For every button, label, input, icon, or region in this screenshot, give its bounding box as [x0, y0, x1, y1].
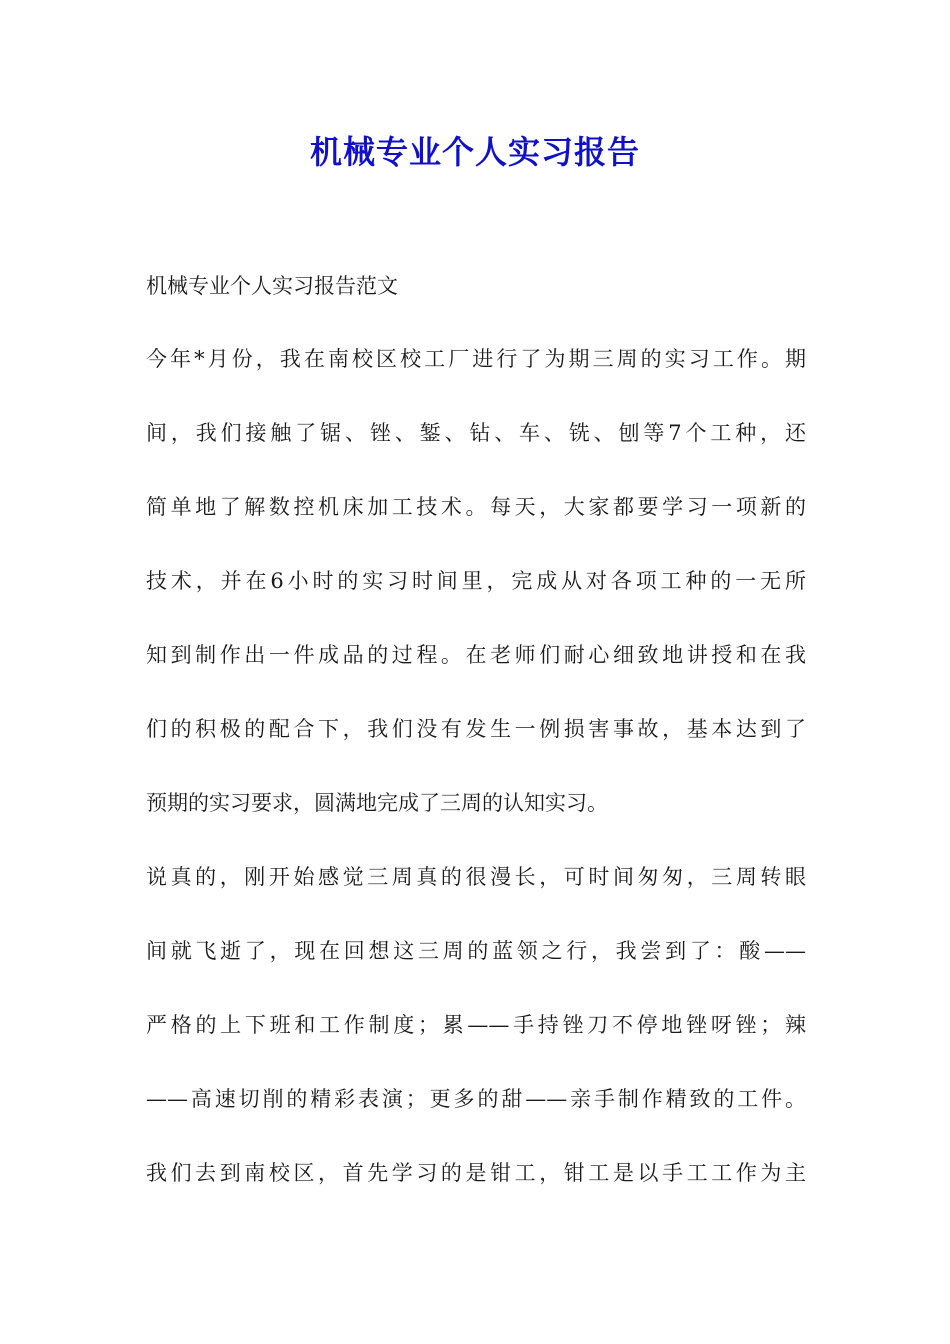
text-line: 间就飞逝了，现在回想这三周的蓝领之行，我尝到了：酸—— [146, 939, 806, 963]
text-line: 今年*月份，我在南校区校工厂进行了为期三周的实习工作。期 [146, 347, 806, 371]
text-line: 简单地了解数控机床加工技术。每天，大家都要学习一项新的 [146, 495, 806, 519]
text-line: ——高速切削的精彩表演；更多的甜——亲手制作精致的工件。 [146, 1087, 806, 1111]
text-line: 间，我们接触了锯、锉、錾、钻、车、铣、刨等7个工种，还 [146, 421, 806, 445]
text-line: 技术，并在6小时的实习时间里，完成从对各项工种的一无所 [146, 569, 806, 593]
text-line: 知到制作出一件成品的过程。在老师们耐心细致地讲授和在我 [146, 643, 806, 667]
text-line: 预期的实习要求，圆满地完成了三周的认知实习。 [146, 791, 608, 815]
document-title: 机械专业个人实习报告 [309, 133, 640, 171]
document-body [146, 341, 806, 1229]
document-subtitle: 机械专业个人实习报告范文 [146, 274, 398, 298]
text-line: 说真的，刚开始感觉三周真的很漫长，可时间匆匆，三周转眼 [146, 865, 806, 889]
text-line: 我们去到南校区，首先学习的是钳工，钳工是以手工工作为主 [146, 1161, 806, 1185]
text-line: 们的积极的配合下，我们没有发生一例损害事故，基本达到了 [146, 717, 806, 741]
text-line: 严格的上下班和工作制度；累——手持锉刀不停地锉呀锉；辣 [146, 1013, 806, 1037]
